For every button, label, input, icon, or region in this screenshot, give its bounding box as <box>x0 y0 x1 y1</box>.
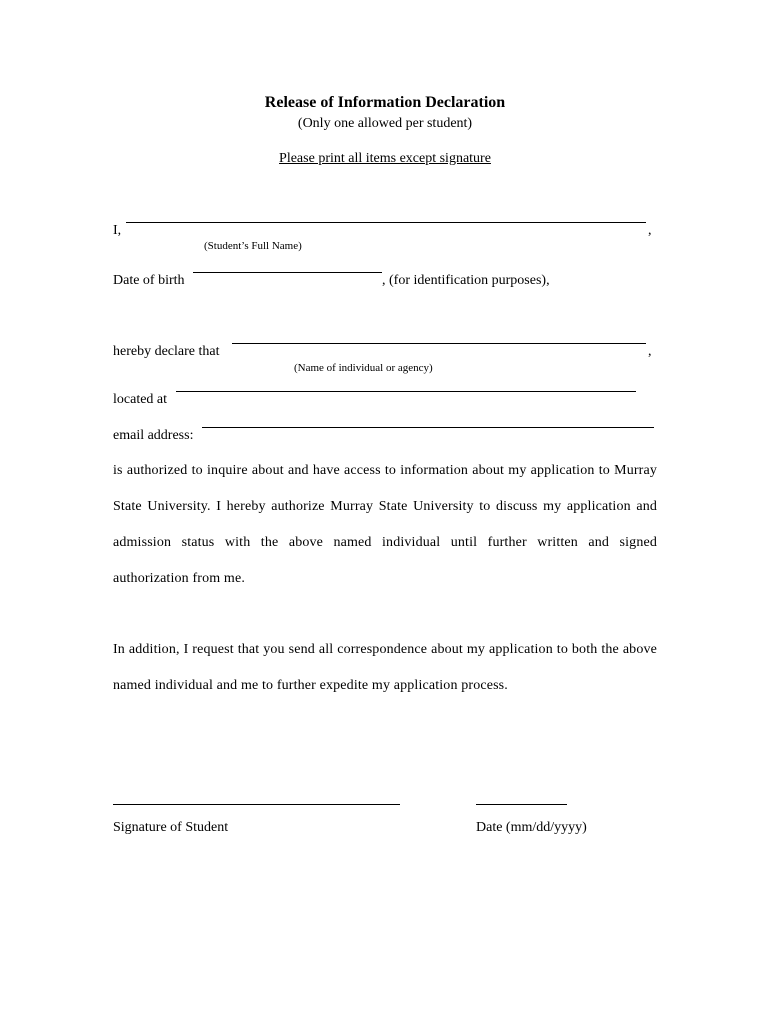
signature-field[interactable] <box>113 804 400 805</box>
located-label: located at <box>113 392 168 407</box>
declare-suffix: , <box>648 344 652 359</box>
print-instruction <box>0 151 770 167</box>
authorization-paragraph: is authorized to inquire about and have access to information about my application to Murray State University. I hereby authorize Murray State University to discuss my application and admission status with the above named individual until further written and signed authorization from me. <box>113 463 657 586</box>
document-subtitle: (Only one allowed per student) <box>297 116 473 131</box>
print-instruction-text: Please print all items except signature <box>279 151 491 166</box>
correspondence-paragraph: In addition, I request that you send all correspondence about my application to both the above named individual and me to further expedite my application process. <box>113 642 657 693</box>
student-name-field[interactable] <box>126 222 646 223</box>
date-field[interactable] <box>476 804 567 805</box>
student-name-caption: (Student’s Full Name) <box>204 240 302 252</box>
dob-suffix: , (for identification purposes), <box>382 273 550 288</box>
email-label: email address: <box>113 428 194 443</box>
student-name-prefix: I, <box>113 223 122 238</box>
declare-caption: (Name of individual or agency) <box>294 362 433 374</box>
date-label: Date (mm/dd/yyyy) <box>476 820 587 835</box>
dob-field[interactable] <box>193 272 382 273</box>
declare-label: hereby declare that <box>113 344 220 359</box>
declare-name-field[interactable] <box>232 343 646 344</box>
email-field[interactable] <box>202 427 654 428</box>
dob-label: Date of birth <box>113 273 185 288</box>
document-title: Release of Information Declaration <box>264 94 506 111</box>
signature-label: Signature of Student <box>113 820 229 835</box>
located-field[interactable] <box>176 391 636 392</box>
student-name-suffix: , <box>648 223 652 238</box>
